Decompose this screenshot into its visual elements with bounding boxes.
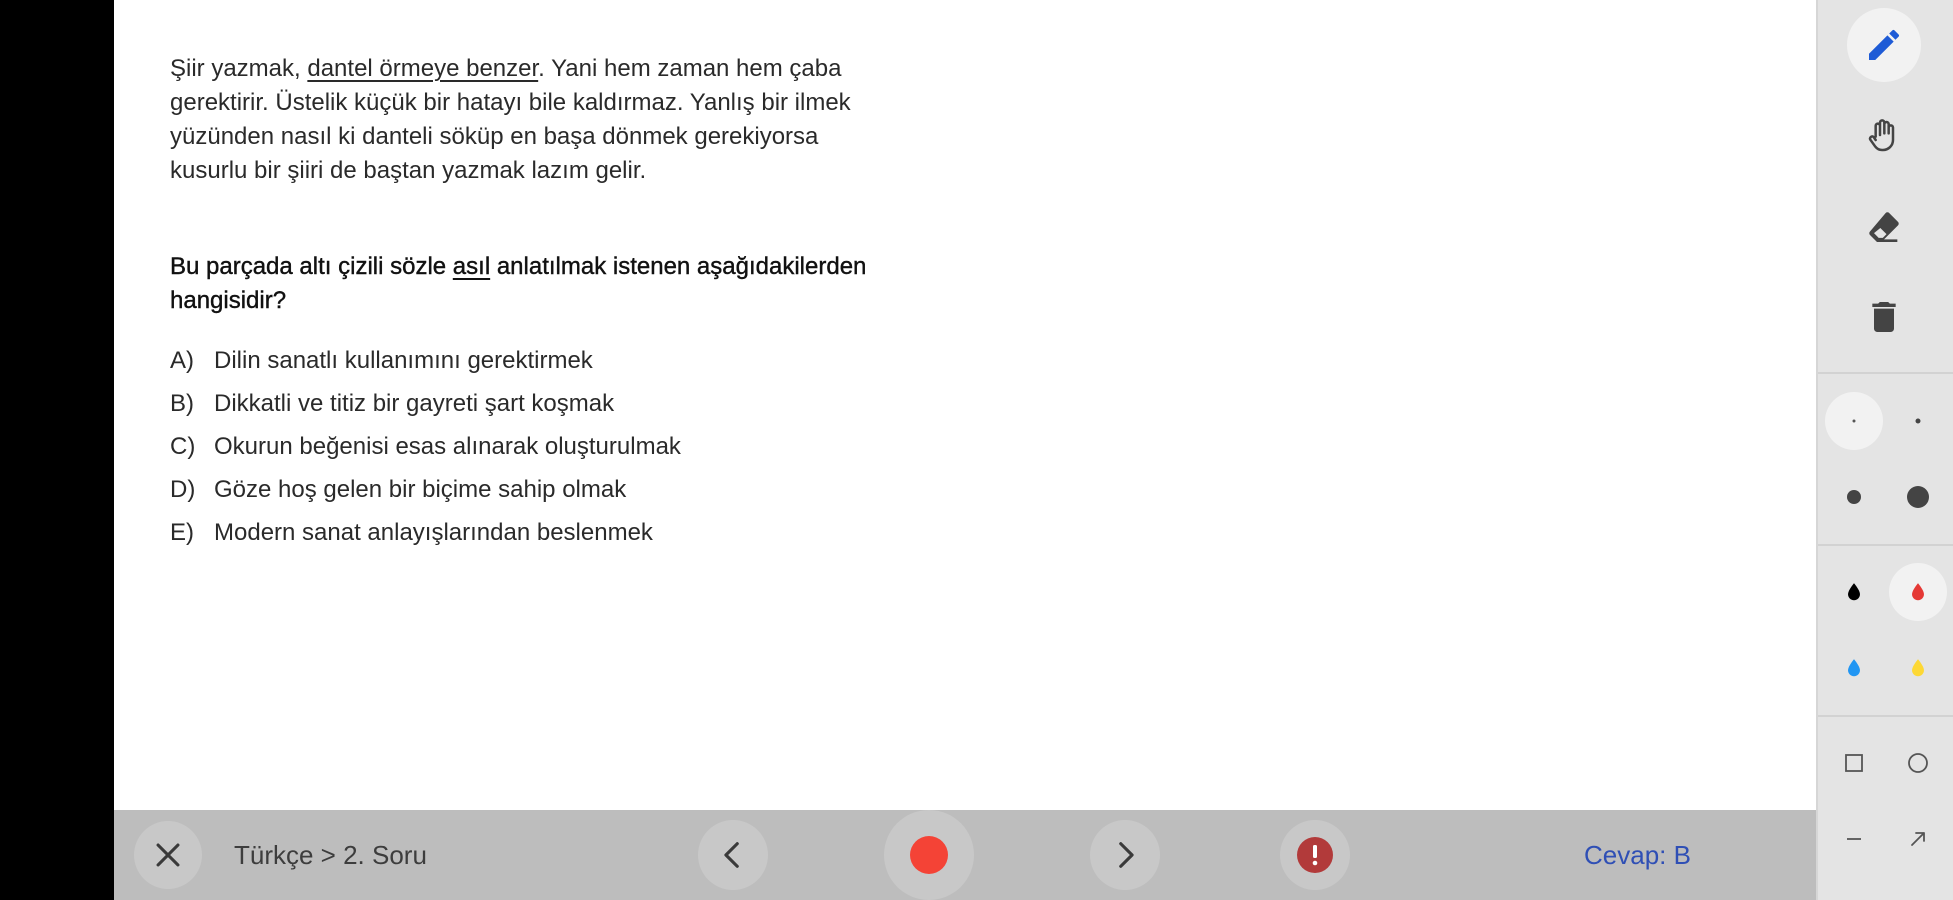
chevron-right-icon [1108, 838, 1142, 872]
ink-drop-blue-icon [1843, 655, 1865, 681]
arrow-icon [1907, 828, 1929, 850]
pen-size-medium[interactable] [1825, 468, 1883, 526]
trash-icon [1864, 297, 1904, 337]
option-a[interactable] [170, 344, 681, 387]
question-text: Bu parçada altı çizili sözle asıl anlatılmak istenen aşağıdakilerden hangisidir? [170, 253, 867, 314]
option-text: Modern sanat anlayışlarından beslenmek [214, 519, 653, 546]
ink-drop-black-icon [1843, 579, 1865, 605]
dot-medium-icon [1844, 487, 1864, 507]
eraser-tool-button[interactable] [1847, 190, 1921, 264]
report-button[interactable] [1280, 820, 1350, 890]
line-icon [1843, 828, 1865, 850]
shape-line-button[interactable] [1825, 810, 1883, 868]
hand-tool-button[interactable] [1847, 98, 1921, 172]
breadcrumb: Türkçe > 2. Soru [234, 840, 427, 870]
close-icon [151, 838, 185, 872]
next-question-button[interactable] [1090, 820, 1160, 890]
close-button[interactable] [134, 821, 202, 889]
pencil-tool-button[interactable] [1847, 8, 1921, 82]
option-b[interactable] [170, 387, 681, 430]
delete-tool-button[interactable] [1847, 280, 1921, 354]
option-c[interactable] [170, 430, 681, 473]
record-button[interactable] [884, 810, 974, 900]
ink-color-red[interactable] [1889, 563, 1947, 621]
bottom-navigation-bar [114, 810, 1816, 900]
chevron-left-icon [716, 838, 750, 872]
option-letter: C) [170, 433, 196, 460]
square-icon [1843, 752, 1865, 774]
shape-arrow-button[interactable] [1889, 810, 1947, 868]
drawing-toolbar [1816, 0, 1953, 900]
question-area [114, 0, 1816, 810]
toolbar-divider [1818, 715, 1953, 717]
alert-icon [1296, 836, 1334, 874]
circle-icon [1906, 751, 1930, 775]
toolbar-divider [1818, 372, 1953, 374]
pen-size-extra-small[interactable] [1825, 392, 1883, 450]
passage-text: Şiir yazmak, dantel örmeye benzer. Yani hem zaman hem çaba gerektirir. Üstelik küçük bir hatayı bile kaldırmaz. Yanlış bir ilmek yüzünden nasıl ki danteli söküp en başa dönmek gerekiyorsa kusurlu bir şiiri de baştan yazmak lazım gelir. [170, 55, 851, 184]
shape-square-button[interactable] [1825, 734, 1883, 792]
hand-icon [1864, 115, 1904, 155]
previous-question-button[interactable] [698, 820, 768, 890]
pen-size-small[interactable] [1889, 392, 1947, 450]
option-e[interactable] [170, 516, 681, 559]
shape-circle-button[interactable] [1889, 734, 1947, 792]
option-d[interactable] [170, 473, 681, 516]
ink-color-yellow[interactable] [1889, 639, 1947, 697]
answer-options [170, 344, 681, 559]
eraser-icon [1864, 207, 1904, 247]
dot-small-icon [1912, 415, 1924, 427]
ink-color-blue[interactable] [1825, 639, 1883, 697]
answer-label: Cevap: B [1584, 840, 1691, 870]
pen-size-large[interactable] [1889, 468, 1947, 526]
option-text: Dikkatli ve titiz bir gayreti şart koşmak [214, 390, 615, 417]
underlined-phrase: dantel örmeye benzer [307, 55, 539, 82]
option-letter: D) [170, 476, 196, 503]
ink-color-black[interactable] [1825, 563, 1883, 621]
toolbar-divider [1818, 544, 1953, 546]
record-icon [909, 835, 949, 875]
option-text: Okurun beğenisi esas alınarak oluşturulmak [214, 433, 681, 460]
ink-drop-red-icon [1907, 579, 1929, 605]
pencil-icon [1864, 25, 1904, 65]
dot-xs-icon [1848, 415, 1860, 427]
option-text: Dilin sanatlı kullanımını gerektirmek [214, 347, 593, 374]
option-letter: E) [170, 519, 194, 546]
option-letter: B) [170, 390, 194, 417]
underlined-word: asıl [452, 253, 491, 280]
ink-drop-yellow-icon [1907, 655, 1929, 681]
option-text: Göze hoş gelen bir biçime sahip olmak [214, 476, 627, 503]
option-letter: A) [170, 347, 194, 374]
dot-large-icon [1905, 484, 1931, 510]
